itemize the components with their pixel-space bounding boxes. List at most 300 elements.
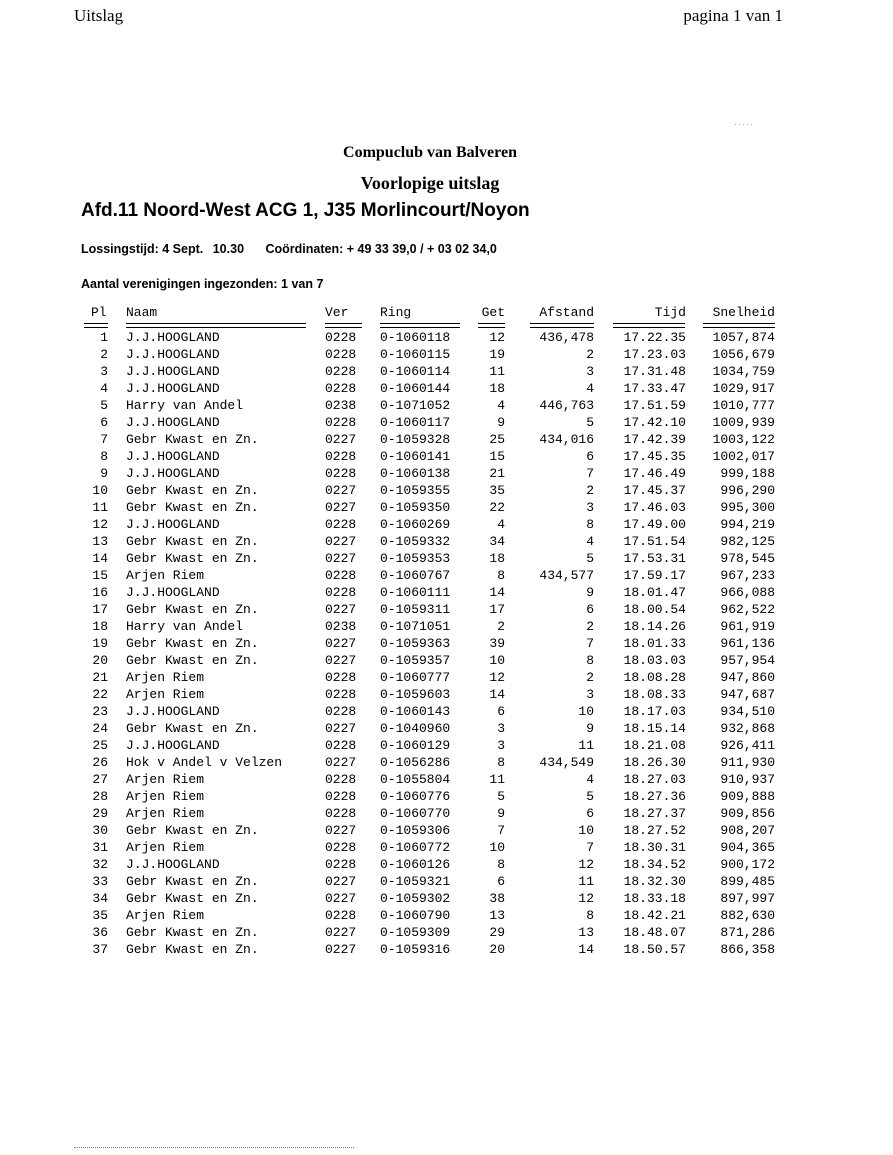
- cell-snelheid: 967,233: [720, 568, 775, 583]
- cell-afstand: 12: [578, 891, 594, 906]
- cell-pl: 16: [92, 585, 108, 600]
- cell-ring: 0-1071051: [380, 619, 451, 634]
- cell-snelheid: 909,856: [720, 806, 775, 821]
- table-row: [0, 601, 893, 618]
- cell-get: 15: [489, 449, 505, 464]
- cell-snelheid: 962,522: [720, 602, 775, 617]
- cell-snelheid: 947,860: [720, 670, 775, 685]
- cell-pl: 22: [92, 687, 108, 702]
- cell-get: 39: [489, 636, 505, 651]
- cell-ver: 0228: [325, 840, 357, 855]
- cell-afstand: 6: [586, 806, 594, 821]
- cell-get: 10: [489, 653, 505, 668]
- cell-pl: 24: [92, 721, 108, 736]
- table-row: [0, 669, 893, 686]
- cell-ver: 0227: [325, 551, 357, 566]
- cell-ring: 0-1060143: [380, 704, 451, 719]
- cell-tijd: 17.42.39: [623, 432, 686, 447]
- cell-ver: 0227: [325, 602, 357, 617]
- cell-afstand: 3: [586, 364, 594, 379]
- cell-tijd: 18.15.14: [623, 721, 686, 736]
- scan-mark: ·····: [734, 119, 754, 129]
- cell-naam: Harry van Andel: [126, 398, 244, 413]
- table-row: [0, 737, 893, 754]
- cell-tijd: 18.27.36: [623, 789, 686, 804]
- cell-snelheid: 995,300: [720, 500, 775, 515]
- cell-ring: 0-1059357: [380, 653, 451, 668]
- cell-ver: 0228: [325, 330, 357, 345]
- cell-tijd: 17.45.37: [623, 483, 686, 498]
- table-row: [0, 856, 893, 873]
- cell-naam: J.J.HOOGLAND: [126, 415, 220, 430]
- cell-pl: 7: [100, 432, 108, 447]
- cell-pl: 30: [92, 823, 108, 838]
- cell-ring: 0-1060776: [380, 789, 451, 804]
- cell-pl: 13: [92, 534, 108, 549]
- cell-ver: 0228: [325, 772, 357, 787]
- cell-ring: 0-1060144: [380, 381, 451, 396]
- cell-get: 12: [489, 670, 505, 685]
- cell-tijd: 18.27.52: [623, 823, 686, 838]
- cell-afstand: 446,763: [539, 398, 594, 413]
- cell-ver: 0227: [325, 483, 357, 498]
- cell-snelheid: 911,930: [720, 755, 775, 770]
- cell-get: 14: [489, 687, 505, 702]
- cell-snelheid: 934,510: [720, 704, 775, 719]
- cell-naam: Gebr Kwast en Zn.: [126, 483, 259, 498]
- cell-get: 8: [497, 857, 505, 872]
- col-naam: Naam: [126, 305, 158, 320]
- cell-naam: Harry van Andel: [126, 619, 244, 634]
- cell-afstand: 2: [586, 619, 594, 634]
- cell-naam: Gebr Kwast en Zn.: [126, 551, 259, 566]
- cell-afstand: 5: [586, 551, 594, 566]
- cell-afstand: 3: [586, 500, 594, 515]
- cell-get: 21: [489, 466, 505, 481]
- table-row: [0, 941, 893, 958]
- cell-snelheid: 900,172: [720, 857, 775, 872]
- cell-pl: 33: [92, 874, 108, 889]
- cell-ring: 0-1060767: [380, 568, 451, 583]
- table-row: [0, 584, 893, 601]
- cell-ring: 0-1060790: [380, 908, 451, 923]
- cell-tijd: 17.49.00: [623, 517, 686, 532]
- cell-ver: 0238: [325, 619, 357, 634]
- table-row: [0, 329, 893, 346]
- cell-snelheid: 947,687: [720, 687, 775, 702]
- page-number: pagina 1 van 1: [683, 6, 783, 25]
- cell-pl: 4: [100, 381, 108, 396]
- cell-get: 18: [489, 381, 505, 396]
- race-title: Afd.11 Noord-West ACG 1, J35 Morlincourt/Noyon: [81, 200, 530, 221]
- cell-naam: Arjen Riem: [126, 789, 205, 804]
- cell-ver: 0228: [325, 908, 357, 923]
- cell-get: 7: [497, 823, 505, 838]
- cell-tijd: 17.23.03: [623, 347, 686, 362]
- cell-pl: 8: [100, 449, 108, 464]
- cell-tijd: 18.30.31: [623, 840, 686, 855]
- cell-ver: 0227: [325, 534, 357, 549]
- release-time: 10.30: [212, 242, 245, 256]
- cell-naam: Arjen Riem: [126, 687, 205, 702]
- cell-naam: Gebr Kwast en Zn.: [126, 602, 259, 617]
- cell-afstand: 3: [586, 687, 594, 702]
- cell-ring: 0-1059321: [380, 874, 451, 889]
- cell-pl: 2: [100, 347, 108, 362]
- cell-ring: 0-1071052: [380, 398, 451, 413]
- cell-tijd: 17.59.17: [623, 568, 686, 583]
- cell-afstand: 14: [578, 942, 594, 957]
- cell-get: 2: [497, 619, 505, 634]
- cell-get: 17: [489, 602, 505, 617]
- cell-tijd: 17.42.10: [623, 415, 686, 430]
- cell-snelheid: 961,136: [720, 636, 775, 651]
- table-row: [0, 516, 893, 533]
- cell-afstand: 4: [586, 534, 594, 549]
- cell-tijd: 18.17.03: [623, 704, 686, 719]
- cell-ring: 0-1059328: [380, 432, 451, 447]
- table-row: [0, 703, 893, 720]
- cell-naam: Hok v Andel v Velzen: [126, 755, 283, 770]
- cell-ring: 0-1059355: [380, 483, 451, 498]
- rule-ring: [380, 323, 460, 328]
- cell-ver: 0228: [325, 738, 357, 753]
- col-afstand: Afstand: [539, 305, 594, 320]
- cell-ring: 0-1059311: [380, 602, 451, 617]
- cell-afstand: 436,478: [539, 330, 594, 345]
- cell-get: 18: [489, 551, 505, 566]
- table-header: [0, 304, 893, 321]
- cell-pl: 37: [92, 942, 108, 957]
- rule-ver: [325, 323, 362, 328]
- cell-afstand: 6: [586, 602, 594, 617]
- cell-afstand: 11: [578, 738, 594, 753]
- cell-tijd: 18.26.30: [623, 755, 686, 770]
- cell-get: 22: [489, 500, 505, 515]
- cell-naam: J.J.HOOGLAND: [126, 517, 220, 532]
- cell-snelheid: 978,545: [720, 551, 775, 566]
- cell-ver: 0238: [325, 398, 357, 413]
- cell-ring: 0-1060126: [380, 857, 451, 872]
- cell-afstand: 7: [586, 840, 594, 855]
- cell-snelheid: 1010,777: [712, 398, 775, 413]
- cell-snelheid: 932,868: [720, 721, 775, 736]
- page-header-title: Uitslag: [74, 6, 124, 25]
- cell-afstand: 10: [578, 823, 594, 838]
- cell-pl: 35: [92, 908, 108, 923]
- cell-get: 13: [489, 908, 505, 923]
- cell-tijd: 18.27.03: [623, 772, 686, 787]
- cell-ver: 0228: [325, 466, 357, 481]
- cell-naam: J.J.HOOGLAND: [126, 449, 220, 464]
- cell-snelheid: 1029,917: [712, 381, 775, 396]
- cell-ver: 0228: [325, 687, 357, 702]
- cell-pl: 25: [92, 738, 108, 753]
- cell-ver: 0228: [325, 585, 357, 600]
- cell-tijd: 17.46.49: [623, 466, 686, 481]
- cell-pl: 18: [92, 619, 108, 634]
- cell-pl: 29: [92, 806, 108, 821]
- cell-snelheid: 994,219: [720, 517, 775, 532]
- table-row: [0, 907, 893, 924]
- cell-naam: Gebr Kwast en Zn.: [126, 500, 259, 515]
- cell-naam: J.J.HOOGLAND: [126, 330, 220, 345]
- cell-ver: 0227: [325, 432, 357, 447]
- footer-line: [74, 1147, 354, 1154]
- cell-naam: Gebr Kwast en Zn.: [126, 891, 259, 906]
- cell-pl: 23: [92, 704, 108, 719]
- table-row: [0, 924, 893, 941]
- cell-pl: 36: [92, 925, 108, 940]
- table-row: [0, 805, 893, 822]
- cell-pl: 6: [100, 415, 108, 430]
- col-tijd: Tijd: [654, 305, 686, 320]
- cell-pl: 15: [92, 568, 108, 583]
- cell-naam: Arjen Riem: [126, 806, 205, 821]
- cell-ver: 0228: [325, 381, 357, 396]
- cell-ver: 0228: [325, 364, 357, 379]
- cell-tijd: 18.03.03: [623, 653, 686, 668]
- cell-pl: 32: [92, 857, 108, 872]
- table-row: [0, 652, 893, 669]
- cell-get: 5: [497, 789, 505, 804]
- cell-pl: 9: [100, 466, 108, 481]
- cell-get: 38: [489, 891, 505, 906]
- cell-ver: 0228: [325, 857, 357, 872]
- cell-naam: Gebr Kwast en Zn.: [126, 874, 259, 889]
- cell-tijd: 18.50.57: [623, 942, 686, 957]
- table-row: [0, 482, 893, 499]
- cell-snelheid: 1057,874: [712, 330, 775, 345]
- cell-naam: J.J.HOOGLAND: [126, 585, 220, 600]
- cell-afstand: 5: [586, 789, 594, 804]
- cell-afstand: 7: [586, 636, 594, 651]
- cell-pl: 12: [92, 517, 108, 532]
- table-row: [0, 890, 893, 907]
- cell-snelheid: 966,088: [720, 585, 775, 600]
- cell-tijd: 18.34.52: [623, 857, 686, 872]
- table-row: [0, 346, 893, 363]
- rule-afstand: [530, 323, 594, 328]
- cell-pl: 26: [92, 755, 108, 770]
- cell-afstand: 2: [586, 483, 594, 498]
- cell-tijd: 18.33.18: [623, 891, 686, 906]
- col-get: Get: [481, 305, 505, 320]
- cell-get: 4: [497, 398, 505, 413]
- cell-ring: 0-1059350: [380, 500, 451, 515]
- results-rows: [0, 329, 893, 958]
- cell-snelheid: 897,997: [720, 891, 775, 906]
- rule-get: [478, 323, 505, 328]
- cell-snelheid: 909,888: [720, 789, 775, 804]
- table-row: [0, 567, 893, 584]
- cell-get: 19: [489, 347, 505, 362]
- cell-tijd: 18.32.30: [623, 874, 686, 889]
- table-row: [0, 533, 893, 550]
- cell-get: 10: [489, 840, 505, 855]
- cell-get: 12: [489, 330, 505, 345]
- cell-naam: Gebr Kwast en Zn.: [126, 942, 259, 957]
- cell-snelheid: 1034,759: [712, 364, 775, 379]
- cell-ring: 0-1060777: [380, 670, 451, 685]
- cell-get: 8: [497, 568, 505, 583]
- table-row: [0, 771, 893, 788]
- cell-pl: 14: [92, 551, 108, 566]
- cell-ver: 0228: [325, 670, 357, 685]
- coordinates: Coördinaten: + 49 33 39,0 / + 03 02 34,0: [265, 242, 497, 256]
- cell-afstand: 10: [578, 704, 594, 719]
- cell-ring: 0-1059332: [380, 534, 451, 549]
- cell-snelheid: 899,485: [720, 874, 775, 889]
- cell-ver: 0228: [325, 415, 357, 430]
- cell-naam: Gebr Kwast en Zn.: [126, 432, 259, 447]
- cell-ring: 0-1059306: [380, 823, 451, 838]
- cell-ver: 0228: [325, 789, 357, 804]
- cell-ver: 0227: [325, 653, 357, 668]
- cell-pl: 11: [92, 500, 108, 515]
- cell-ring: 0-1060129: [380, 738, 451, 753]
- cell-pl: 21: [92, 670, 108, 685]
- cell-snelheid: 926,411: [720, 738, 775, 753]
- cell-ring: 0-1059603: [380, 687, 451, 702]
- rule-pl: [84, 323, 108, 328]
- cell-naam: J.J.HOOGLAND: [126, 704, 220, 719]
- table-row: [0, 754, 893, 771]
- col-ring: Ring: [380, 305, 412, 320]
- cell-tijd: 18.00.54: [623, 602, 686, 617]
- cell-afstand: 4: [586, 772, 594, 787]
- cell-naam: Gebr Kwast en Zn.: [126, 653, 259, 668]
- cell-snelheid: 908,207: [720, 823, 775, 838]
- release-info: [81, 242, 503, 256]
- cell-snelheid: 866,358: [720, 942, 775, 957]
- cell-naam: J.J.HOOGLAND: [126, 381, 220, 396]
- col-ver: Ver: [325, 305, 349, 320]
- cell-snelheid: 982,125: [720, 534, 775, 549]
- cell-ring: 0-1060772: [380, 840, 451, 855]
- cell-snelheid: 871,286: [720, 925, 775, 940]
- release-date-label: Lossingstijd: 4 Sept.: [81, 242, 204, 256]
- cell-snelheid: 1009,939: [712, 415, 775, 430]
- cell-snelheid: 957,954: [720, 653, 775, 668]
- table-row: [0, 431, 893, 448]
- cell-pl: 27: [92, 772, 108, 787]
- cell-pl: 34: [92, 891, 108, 906]
- cell-tijd: 18.42.21: [623, 908, 686, 923]
- cell-naam: Arjen Riem: [126, 568, 205, 583]
- table-row: [0, 635, 893, 652]
- cell-afstand: 434,577: [539, 568, 594, 583]
- cell-naam: Gebr Kwast en Zn.: [126, 823, 259, 838]
- cell-naam: Gebr Kwast en Zn.: [126, 534, 259, 549]
- cell-snelheid: 1002,017: [712, 449, 775, 464]
- cell-ring: 0-1040960: [380, 721, 451, 736]
- table-row: [0, 873, 893, 890]
- cell-afstand: 9: [586, 585, 594, 600]
- cell-ring: 0-1060111: [380, 585, 451, 600]
- table-row: [0, 414, 893, 431]
- cell-naam: Gebr Kwast en Zn.: [126, 636, 259, 651]
- cell-ver: 0227: [325, 874, 357, 889]
- cell-ring: 0-1056286: [380, 755, 451, 770]
- cell-tijd: 18.08.33: [623, 687, 686, 702]
- cell-ver: 0228: [325, 347, 357, 362]
- cell-pl: 17: [92, 602, 108, 617]
- cell-ver: 0227: [325, 942, 357, 957]
- cell-ver: 0228: [325, 704, 357, 719]
- cell-ver: 0227: [325, 636, 357, 651]
- cell-ring: 0-1059353: [380, 551, 451, 566]
- cell-get: 3: [497, 738, 505, 753]
- cell-naam: J.J.HOOGLAND: [126, 347, 220, 362]
- cell-snelheid: 882,630: [720, 908, 775, 923]
- cell-naam: J.J.HOOGLAND: [126, 466, 220, 481]
- cell-afstand: 4: [586, 381, 594, 396]
- rule-tijd: [613, 323, 685, 328]
- cell-snelheid: 996,290: [720, 483, 775, 498]
- rule-naam: [126, 323, 306, 328]
- header-rule: [0, 321, 893, 329]
- col-pl: Pl: [91, 305, 107, 320]
- table-row: [0, 618, 893, 635]
- result-subtitle: Voorlopige uitslag: [360, 173, 500, 193]
- cell-afstand: 8: [586, 653, 594, 668]
- cell-afstand: 9: [586, 721, 594, 736]
- cell-pl: 20: [92, 653, 108, 668]
- cell-afstand: 7: [586, 466, 594, 481]
- cell-ver: 0228: [325, 449, 357, 464]
- cell-ring: 0-1059302: [380, 891, 451, 906]
- table-row: [0, 720, 893, 737]
- cell-tijd: 18.27.37: [623, 806, 686, 821]
- cell-tijd: 17.33.47: [623, 381, 686, 396]
- cell-tijd: 18.08.28: [623, 670, 686, 685]
- cell-naam: Arjen Riem: [126, 670, 205, 685]
- cell-afstand: 434,016: [539, 432, 594, 447]
- cell-afstand: 8: [586, 908, 594, 923]
- table-row: [0, 465, 893, 482]
- cell-pl: 19: [92, 636, 108, 651]
- cell-naam: J.J.HOOGLAND: [126, 364, 220, 379]
- cell-ver: 0227: [325, 925, 357, 940]
- cell-get: 3: [497, 721, 505, 736]
- table-row: [0, 839, 893, 856]
- cell-tijd: 18.01.47: [623, 585, 686, 600]
- cell-tijd: 18.01.33: [623, 636, 686, 651]
- cell-naam: Arjen Riem: [126, 840, 205, 855]
- cell-ver: 0228: [325, 568, 357, 583]
- cell-naam: Gebr Kwast en Zn.: [126, 925, 259, 940]
- cell-ring: 0-1059309: [380, 925, 451, 940]
- table-row: [0, 397, 893, 414]
- cell-pl: 10: [92, 483, 108, 498]
- cell-naam: Arjen Riem: [126, 908, 205, 923]
- table-row: [0, 822, 893, 839]
- cell-ring: 0-1060269: [380, 517, 451, 532]
- cell-ring: 0-1060114: [380, 364, 451, 379]
- cell-get: 4: [497, 517, 505, 532]
- table-row: [0, 686, 893, 703]
- cell-pl: 28: [92, 789, 108, 804]
- cell-snelheid: 1003,122: [712, 432, 775, 447]
- col-snelheid: Snelheid: [712, 305, 775, 320]
- cell-get: 34: [489, 534, 505, 549]
- cell-pl: 3: [100, 364, 108, 379]
- cell-tijd: 17.51.54: [623, 534, 686, 549]
- cell-afstand: 8: [586, 517, 594, 532]
- cell-get: 29: [489, 925, 505, 940]
- cell-tijd: 18.48.07: [623, 925, 686, 940]
